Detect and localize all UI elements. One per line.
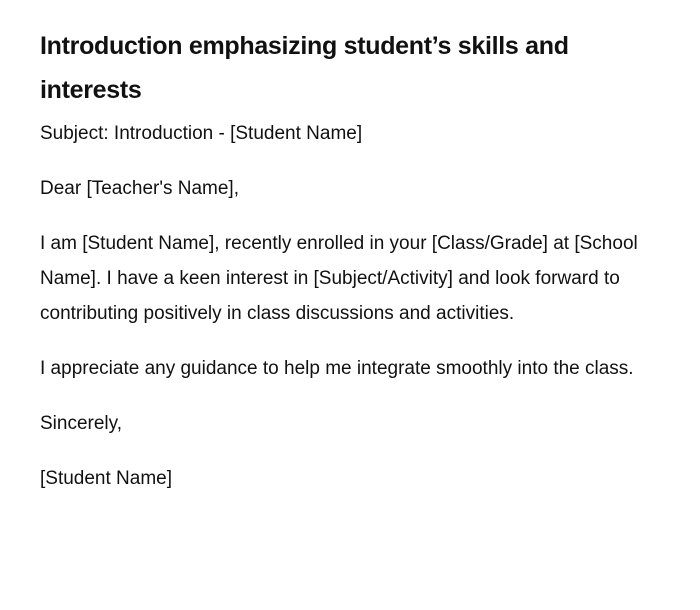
document-title: Introduction emphasizing student’s skills and interests	[40, 32, 569, 104]
greeting: Dear [Teacher's Name],	[40, 178, 239, 199]
closing: Sincerely,	[40, 413, 123, 434]
body-paragraph: I appreciate any guidance to help me integrate smoothly into the class.	[40, 358, 634, 379]
subject-line: Subject: Introduction - [Student Name]	[40, 123, 363, 144]
document	[40, 24, 660, 516]
signature: [Student Name]	[40, 468, 173, 489]
body-paragraph: I am [Student Name], recently enrolled in your [Class/Grade] at [School Name]. I have a keen interest in [Subject/Activity] and look forward to contributing positively in class discussions and activities.	[40, 233, 638, 324]
